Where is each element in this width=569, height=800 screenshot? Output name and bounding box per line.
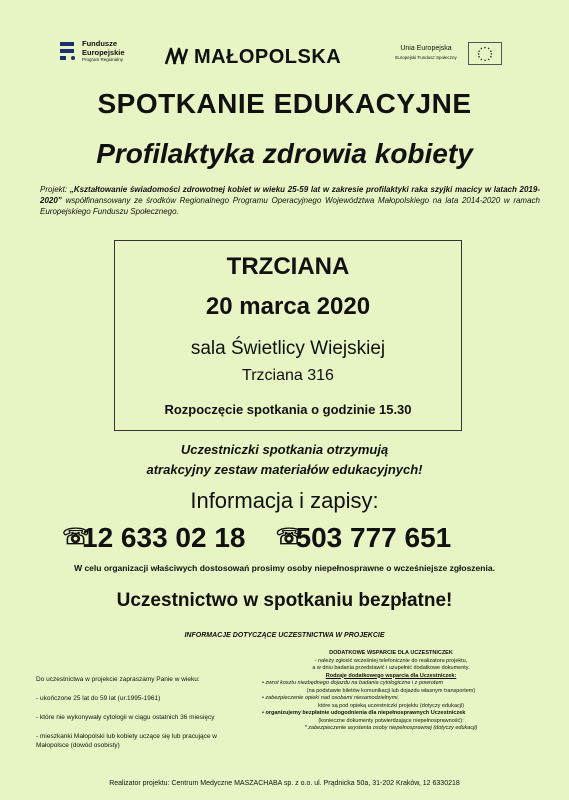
project-description: Projekt: „Kształtowanie świadomości zdrowotnej kobiet w wieku 25-59 lat w zakresie profilaktyki raka szyjki macicy w latach 2019-2020” współfinansowany ze środków Regionalnego Programu Operacyjnego Województwa Małopolskiego na lata 2014-2020 w ramach Europejskiego Funduszu Społecznego. [40, 185, 540, 216]
event-date: 20 marca 2020 [205, 293, 371, 320]
eu-label: Unia Europejska Europejski Fundusz Społeczny [395, 45, 457, 60]
malopolska-logo-icon [164, 46, 190, 66]
support-types-heading: Rodzaje dodatkowego wsparcia dla Uczestniczek: [325, 672, 457, 679]
participation-info-heading: INFORMACJE DOTYCZĄCE UCZESTNICTWA W PROJEKCIE [184, 632, 385, 639]
event-start-time: Rozpoczęcie spotkania o godzinie 15.30 [164, 402, 412, 417]
participants-text-line-1: Uczestniczki spotkania otrzymują [180, 442, 389, 457]
phone-number-2: 503 777 651 [295, 522, 452, 553]
eligibility-column [36, 675, 246, 760]
support-item-detail: * zabezpieczenie asystenta osoby niepełnosprawnej (dotyczy edukacji) [304, 725, 478, 731]
support-item: • zwrot kosztu niezbędnego dojazdu na badania cytologiczne i z powrotem [262, 680, 444, 686]
page-title: SPOTKANIE EDUKACYJNE [97, 88, 472, 119]
phone-icon: ☏ [62, 524, 90, 549]
support-item-detail: które są pod opieką uczestniczki projektu (dotyczy edukacji) [318, 702, 464, 709]
additional-support-column [262, 650, 520, 733]
malopolska-logo-text: MAŁOPOLSKA [194, 46, 342, 68]
support-item: • organizujemy bezpłatnie udogodnienia dla niepełnosprawnych Uczestniczek [262, 710, 466, 716]
eu-flag-icon [468, 42, 502, 65]
event-address: Trzciana 316 [242, 367, 334, 384]
special-needs-note: W celu organizacji właściwych dostosowań prosimy osoby niepełnosprawne o wcześniejsze zgłoszenia. [74, 563, 495, 573]
free-participation: Uczestnictwo w spotkaniu bezpłatne! [116, 590, 453, 611]
page-subtitle: Profilaktyka zdrowia kobiety [96, 138, 473, 169]
support-item-detail: (na podstawie biletów komunikacji lub dojazdu własnym transportem) [306, 687, 476, 694]
event-place: TRZCIANA [226, 253, 350, 280]
eligibility-item: - mieszkanki Małopolski lub kobiety uczące się lub pracujące w Małopolsce (dowód osobisty) [36, 733, 217, 749]
support-note: a w dniu badania przedstawić i uzupełnić dodatkowe dokumenty. [312, 665, 470, 671]
event-hall: sala Świetlicy Wiejskiej [190, 338, 386, 359]
fundusze-europejskie-label: Fundusze Europejskie Program Regionalny [82, 39, 125, 62]
eligibility-item: - które nie wykonywały cytologii w ciągu ostatnich 36 miesięcy [36, 714, 215, 721]
support-note: - należy zgłosić wcześniej telefonicznie do realizatora projektu, [314, 657, 468, 664]
info-heading: Informacja i zapisy: [190, 488, 379, 513]
support-item-detail: (konieczne dokumenty potwierdzające niepełnosprawność): [318, 717, 464, 724]
phone-numbers [62, 522, 451, 554]
phone-icon: ☏ [275, 524, 304, 549]
eligibility-item: - ukończone 25 lat do 59 lat (ur.1995-1961) [36, 695, 161, 702]
support-item: • zabezpieczenie opieki nad osobami niesamodzielnymi, [262, 695, 400, 701]
support-heading: DODATKOWE WSPARCIE DLA UCZESTNICZEK [329, 650, 453, 656]
phone-number-1: 12 633 02 18 [82, 522, 246, 553]
fundusze-europejskie-logo-icon [58, 40, 78, 62]
project-realizator: Realizator projektu: Centrum Medyczne MASZACHABA sp. z o.o. ul. Prądnicka 50a, 31-202 Kraków, 12 6330218 [109, 780, 460, 787]
eligibility-intro: Do uczestnictwa w projekcie zapraszamy Panie w wieku: [36, 676, 200, 683]
participants-text-line-2: atrakcyjny zestaw materiałów edukacyjnych! [146, 462, 423, 477]
